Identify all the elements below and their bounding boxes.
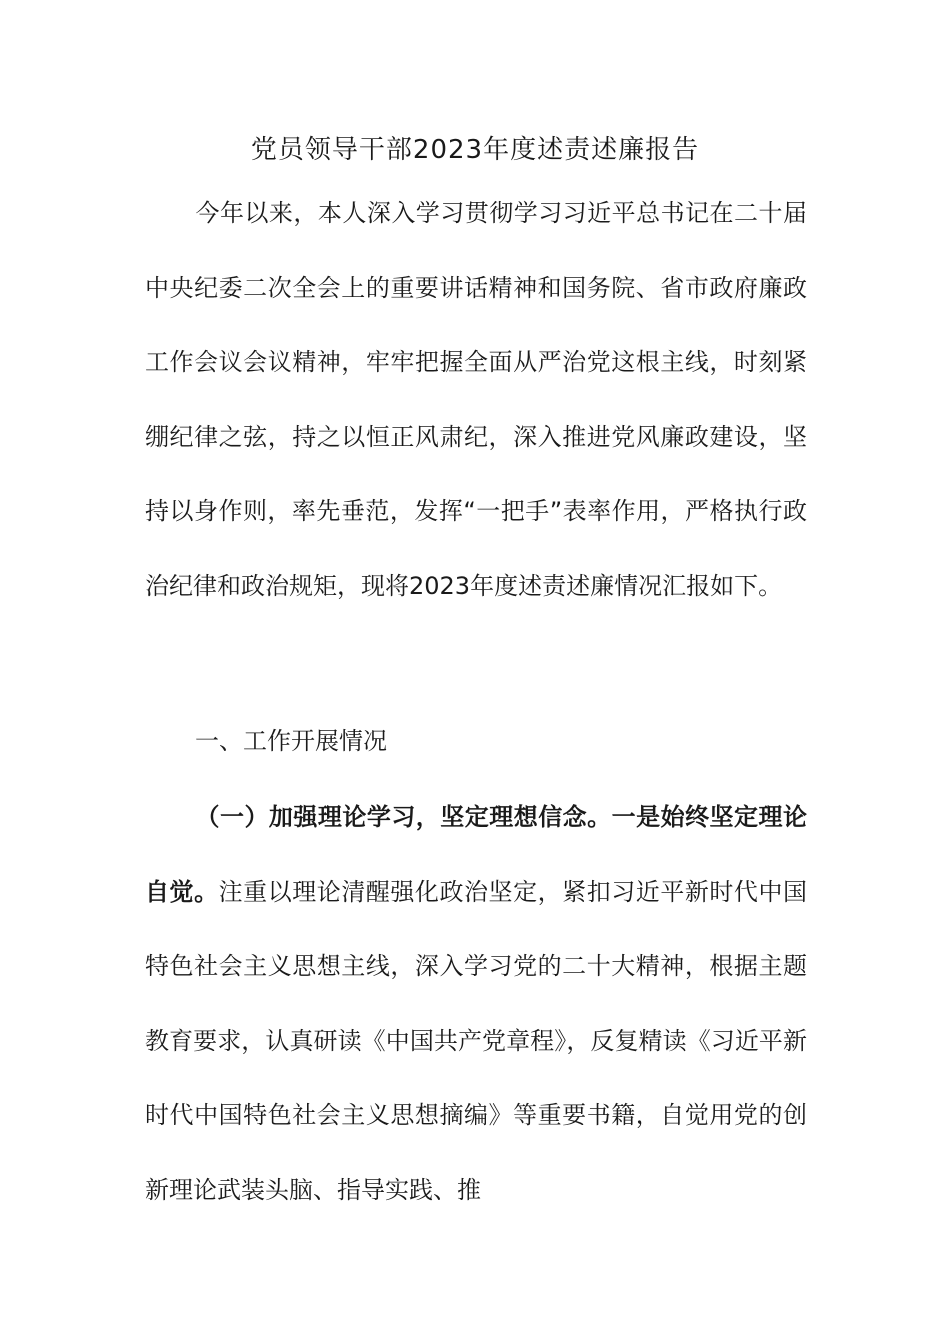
- document-title: 党员领导干部2023年度述责述廉报告: [250, 135, 700, 165]
- intro-paragraph: [145, 176, 807, 623]
- subsection-text: 注重以理论清醒强化政治坚定，紧扣习近平新时代中国特色社会主义思想主线，深入学习党的二十大精神，根据主题教育要求，认真研读《中国共产党章程》，反复精读《习近平新时代中国特色社会主义思想摘编》等重要书籍，自觉用党的创新理论武装头脑、指导实践、推: [145, 877, 808, 1204]
- section-heading-1: 一、工作开展情况: [195, 727, 387, 755]
- subsection-bold-lead: （一）加强理论学习，坚定理想信念。一是始终坚定理论自觉。: [145, 803, 807, 906]
- subsection-paragraph-1: [145, 780, 807, 1227]
- intro-text: 今年以来，本人深入学习贯彻学习习近平总书记在二十届中央纪委二次全会上的重要讲话精神和国务院、省市政府廉政工作会议会议精神，牢牢把握全面从严治党这根主线，时刻紧绷纪律之弦，持之以恒正风肃纪，深入推进党风廉政建设，坚持以身作则，率先垂范，发挥“一把手”表率作用，严格执行政治纪律和政治规矩，现将2023年度述责述廉情况汇报如下。: [145, 199, 807, 600]
